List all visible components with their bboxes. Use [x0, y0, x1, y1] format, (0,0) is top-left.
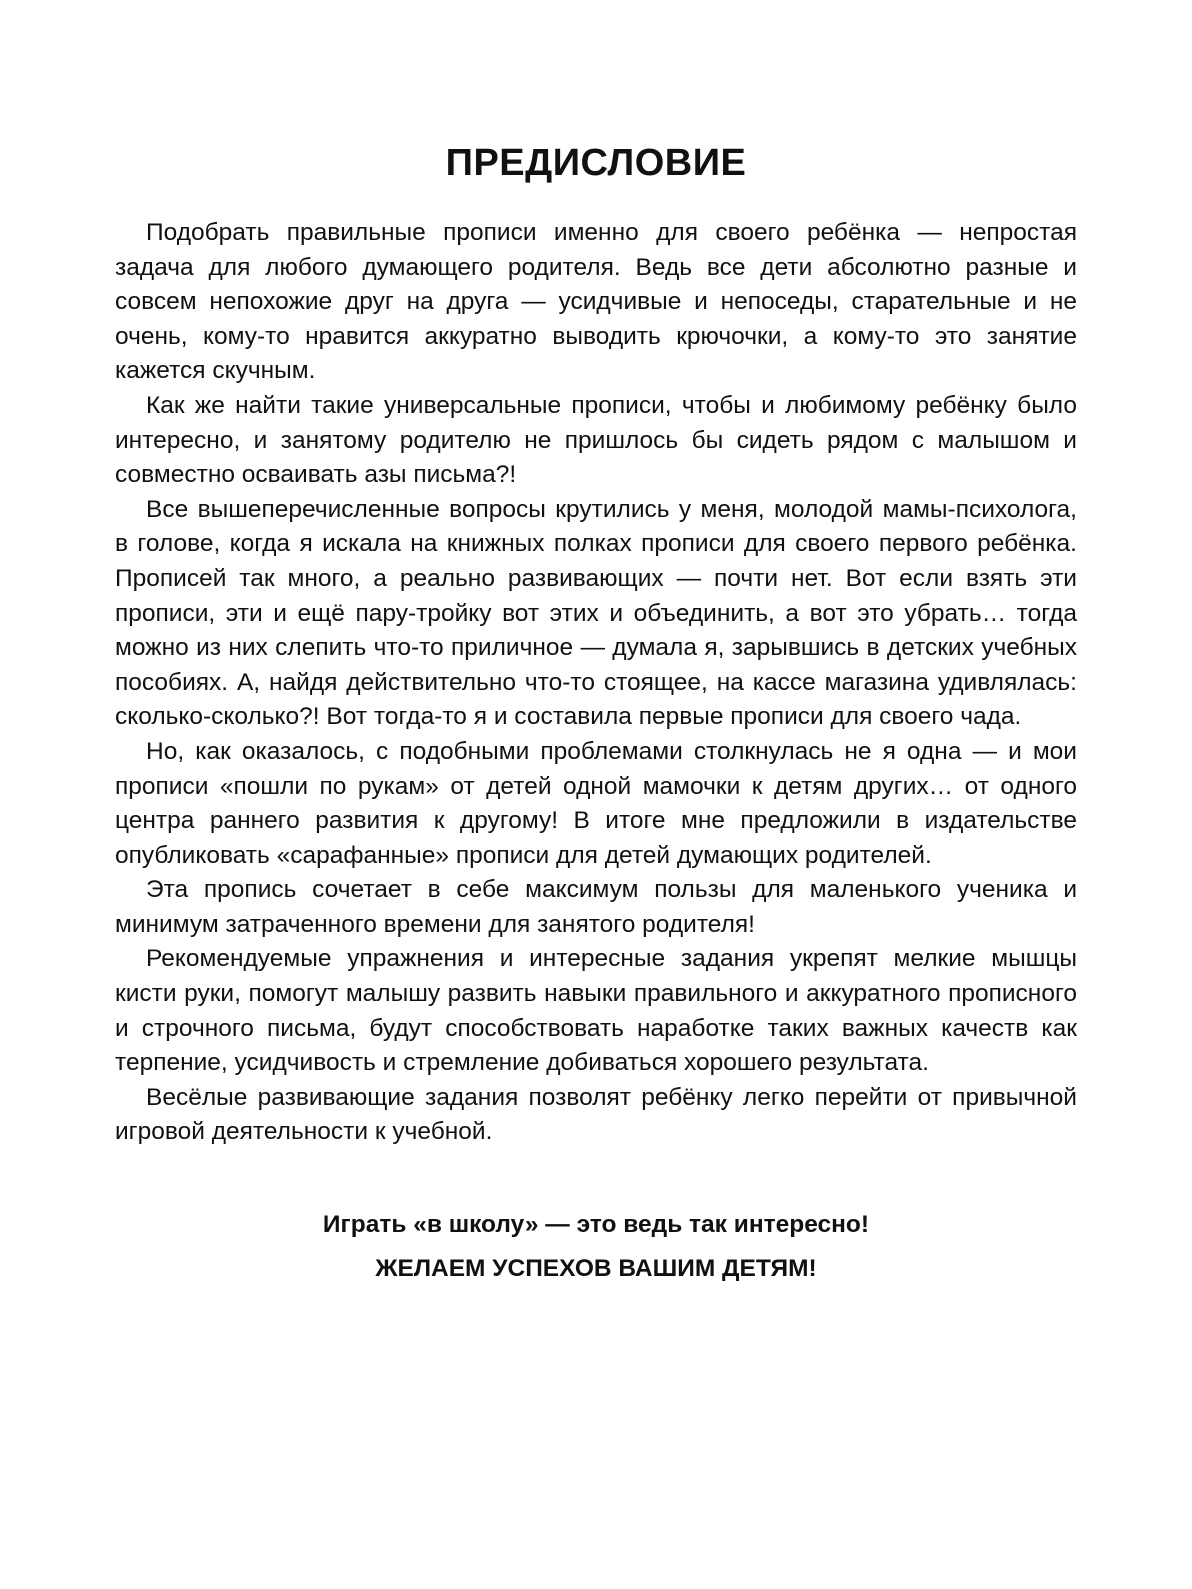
- page-title: ПРЕДИСЛОВИЕ: [445, 142, 747, 184]
- paragraph-4: Но, как оказалось, с подобными проблемами столкнулась не я одна — и мои прописи «пошли по рукам» от детей одной мамочки к детям других… от одного центра раннего развития к другому! В итоге мне предложили в издательстве опубликовать «сарафанные» прописи для детей думающих родителей.: [115, 737, 1077, 869]
- closing-line-1: Играть «в школу» — это ведь так интересно!: [322, 1211, 870, 1238]
- paragraph-5: Эта пропись сочетает в себе максимум пользы для маленького ученика и минимум затраченного времени для занятого родителя!: [115, 876, 1077, 938]
- paragraph-6: Рекомендуемые упражнения и интересные задания укрепят мелкие мышцы кисти руки, помогут малышу развить навыки правильного и аккуратного прописного и строчного письма, будут способствовать наработке таких важных качеств как терпение, усидчивость и стремление добиваться хорошего результата.: [115, 945, 1077, 1077]
- paragraph-3: Все вышеперечисленные вопросы крутились у меня, молодой мамы-психолога, в голове, когда я искала на книжных полках прописи для своего первого ребёнка. Прописей так много, а реально развивающих — почти нет. Вот если взять эти прописи, эти и ещё пару-тройку вот этих и объединить, а вот это убрать… тогда можно из них слепить что-то приличное — думала я, зарывшись в детских учебных пособиях. А, найдя действительно что-то стоящее, на кассе магазина удивлялась: сколько-сколько?! Вот тогда-то я и составила первые прописи для своего чада.: [115, 495, 1077, 731]
- closing-block: [115, 1208, 1077, 1286]
- closing-line-2: ЖЕЛАЕМ УСПЕХОВ ВАШИМ ДЕТЯМ!: [375, 1255, 817, 1282]
- body-text: [115, 216, 1077, 1150]
- paragraph-2: Как же найти такие универсальные прописи, чтобы и любимому ребёнку было интересно, и занятому родителю не пришлось бы сидеть рядом с малышом и совместно осваивать азы письма?!: [115, 391, 1077, 489]
- paragraph-7: Весёлые развивающие задания позволят ребёнку легко перейти от привычной игровой деятельности к учебной.: [115, 1083, 1077, 1146]
- paragraph-1: Подобрать правильные прописи именно для своего ребёнка — непростая задача для любого думающего родителя. Ведь все дети абсолютно разные и совсем непохожие друг на друга — усидчивые и непоседы, старательные и не очень, кому-то нравится аккуратно выводить крючочки, а кому-то это занятие кажется скучным.: [115, 219, 1077, 385]
